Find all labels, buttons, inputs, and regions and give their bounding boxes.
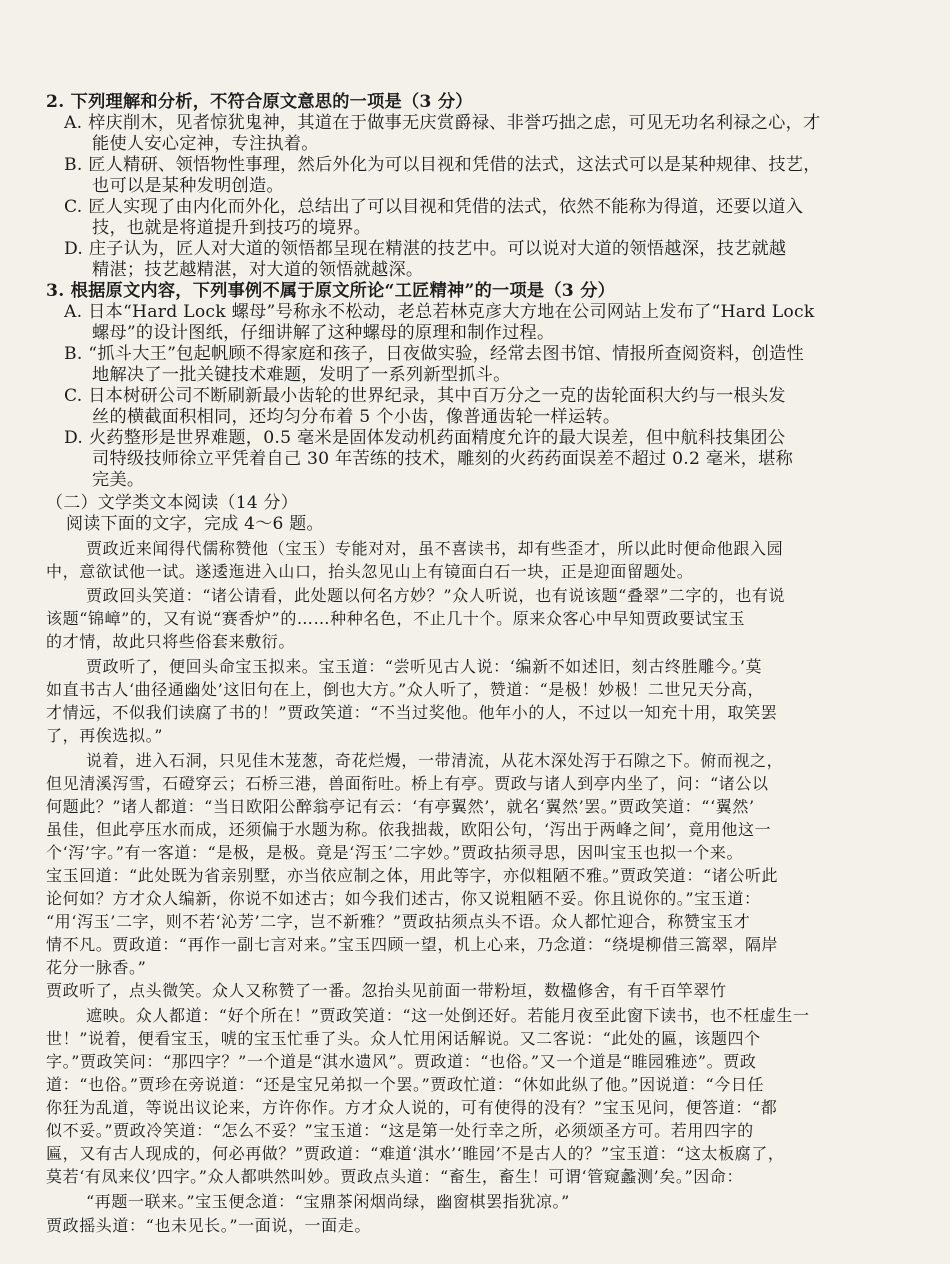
passage-line: 的才情，故此只将些俗套来敷衍。 — [46, 632, 296, 651]
passage-line: 花分一脉香。” — [46, 958, 147, 977]
q2-option-a-line2: 能使人安心定神，专注执着。 — [92, 134, 319, 154]
section-instruction: 阅读下面的文字，完成 4～6 题。 — [66, 514, 324, 534]
passage-line: 贾政听了，点头微笑。众人又称赞了一番。忽抬头见前面一带粉垣，数楹修舍，有千百竿翠竹 — [46, 981, 727, 1000]
section-heading: （二）文学类文本阅读（14 分） — [46, 493, 299, 513]
q3-option-d-line1: D. 火药整形是世界难题，0.5 毫米是固体发动机药面精度允许的最大误差，但中航科技集团公 — [64, 428, 786, 448]
passage-line: 论何如？方才众人编新，你说不如述古；如今我们述古，你又说粗陋不妥。你且说你的。”宝玉道： — [46, 889, 761, 908]
passage-line: 何题此？”诸人都道：“当日欧阳公醉翁亭记有云：‘有亭翼然’，就名‘翼然’罢。”贾政笑道：“‘翼然’ — [46, 797, 755, 816]
passage-line: 你狂为乱道，等说出议论来，方许你作。方才众人说的，可有使得的没有？”宝玉见问，便答道：“都 — [46, 1098, 778, 1117]
passage-line: 中，意欲试他一试。遂逶迤进入山口，抬头忽见山上有镜面白石一块，正是迎面留题处。 — [46, 562, 694, 581]
passage-line: 贾政回头笑道：“诸公请看，此处题以何名方妙？”众人听说，也有说该题“叠翠”二字的，也有说 — [86, 586, 786, 605]
q3-option-b-line2: 地解决了一批关键技术难题，发明了一系列新型抓斗。 — [92, 365, 511, 385]
passage-line: 情不凡。贾政道：“再作一副七言对来。”宝玉四顾一望，机上心来，乃念道：“绕堤柳借三篙翠，隔岸 — [46, 935, 779, 954]
passage-line: 遮映。众人都道：“好个所在！”贾政笑道：“这一处倒还好。若能月夜至此窗下读书，也不枉虚生一 — [86, 1006, 810, 1025]
passage-line: 说着，进入石洞，只见佳木茏葱，奇花烂熳，一带清流，从花木深处泻于石隙之下。俯而视之， — [86, 751, 784, 770]
q3-option-c-line1: C. 日本树研公司不断刷新最小齿轮的世界纪录，其中百万分之一克的齿轮面积大约与一根头发 — [64, 386, 786, 406]
passage-line: 贾政摇头道：“也未见长。”一面说，一面走。 — [46, 1216, 371, 1235]
q3-option-a-line1: A. 日本“Hard Lock 螺母”号称永不松动，老总若林克彦大方地在公司网站上发布了“Hard Lock — [64, 302, 815, 322]
passage-line: 虽佳，但此亭压水而成，还须偏于水题为称。依我拙裁，欧阳公句，‘泻出于两峰之间’，竟用他这一 — [46, 820, 772, 839]
passage-line: “再题一联来。”宝玉便念道：“宝鼎茶闲烟尚绿，幽窗棋罢指犹凉。” — [86, 1192, 570, 1211]
passage-line: 才情远，不似我们读腐了书的！”贾政笑道：“不当过奖他。他年小的人，不过以一知充十用，取笑罢 — [46, 703, 778, 722]
passage-line: 世！”说着，便看宝玉，唬的宝玉忙垂了头。众人忙用闲话解说。又二客说：“此处的匾，该题四个 — [46, 1029, 761, 1048]
passage-line: 字。”贾政笑问：“那四字？”一个道是“淇水遗风”。贾政道：“也俗。”又一个道是“睢园雅迹”。贾政 — [46, 1052, 757, 1071]
question-2-stem: 2. 下列理解和分析，不符合原文意思的一项是（3 分） — [46, 92, 473, 112]
passage-line: 个‘泻’字。”有一客道：“是极，是极。竟是‘泻玉’二字妙。”贾政拈须寻思，因叫宝玉也拟一个来。 — [46, 843, 744, 862]
q2-option-b-line2: 也可以是某种发明创造。 — [92, 176, 284, 196]
passage-line: 该题“锦嶂”的，又有说“赛香炉”的……种种名色，不止几十个。原来众客心中早知贾政要试宝玉 — [46, 609, 746, 628]
passage-line: 贾政听了，便回头命宝玉拟来。宝玉道：“尝听见古人说：‘编新不如述旧，刻古终胜雕今。’莫 — [86, 657, 763, 676]
q3-option-b-line1: B. “抓斗大王”包起帆顾不得家庭和孩子，日夜做实验，经常去图书馆、情报所查阅资料，创造性 — [64, 344, 804, 364]
q2-option-c-line1: C. 匠人实现了由内化而外化，总结出了可以目视和凭借的法式，依然不能称为得道，还要以道入 — [64, 197, 804, 217]
q3-option-a-line2: 螺母”的设计图纸，仔细讲解了这种螺母的原理和制作过程。 — [92, 323, 555, 343]
passage-line: 道：“也俗。”贾珍在旁说道：“还是宝兄弟拟一个罢。”贾政忙道：“休如此纵了他。”因说道：“今日任 — [46, 1075, 765, 1094]
q2-option-d-line1: D. 庄子认为，匠人对大道的领悟都呈现在精湛的技艺中。可以说对大道的领悟越深，技艺就越 — [64, 239, 787, 259]
q2-option-a-line1: A. 梓庆削木，见者惊犹鬼神，其道在于做事无庆赏爵禄、非誉巧拙之虑，可见无功名利禄之心，才 — [64, 113, 821, 133]
passage-line: 贾政近来闻得代儒称赞他（宝玉）专能对对，虽不喜读书，却有些歪才，所以此时便命他跟入园 — [86, 539, 784, 558]
q2-option-d-line2: 精湛；技艺越精湛，对大道的领悟就越深。 — [92, 260, 424, 280]
passage-line: “用‘泻玉’二字，则不若‘沁芳’二字，岂不新雅？”贾政拈须点头不语。众人都忙迎合，称赞宝玉才 — [46, 912, 751, 931]
passage-line: 似不妥。”贾政冷笑道：“怎么不妥？”宝玉道：“这是第一处行幸之所，必须颂圣方可。若用四字的 — [46, 1121, 754, 1140]
passage-line: 宝玉回道：“此处既为省亲别墅，亦当依应制之体，用此等字，亦似粗陋不雅。”贾政笑道：“诸公听此 — [46, 866, 779, 885]
q3-option-c-line2: 丝的横截面积相同，还均匀分布着 5 个小齿，像普通齿轮一样运转。 — [92, 407, 621, 427]
passage-line: 了，再俟选拟。” — [46, 726, 163, 745]
q3-option-d-line2: 司特级技师徐立平凭着自己 30 年苦练的技术，雕刻的火药药面误差不超过 0.2 毫米，堪称 — [92, 449, 794, 469]
passage-line: 莫若‘有凤来仪’四字。”众人都哄然叫妙。贾政点头道：“畜生，畜生！可谓‘管窥蠡测’矣。”因命： — [46, 1167, 744, 1186]
question-3-stem: 3. 根据原文内容，下列事例不属于原文所论“工匠精神”的一项是（3 分） — [46, 281, 616, 301]
q3-option-d-line3: 完美。 — [92, 470, 145, 490]
passage-line: 匾，又有古人现成的，何必再做？”贾政道：“难道‘淇水’‘睢园’不是古人的？”宝玉道：“这太板腐了， — [46, 1144, 785, 1163]
q2-option-c-line2: 技，也就是将道提升到技巧的境界。 — [92, 218, 372, 238]
passage-line: 如直书古人‘曲径通幽处’这旧句在上，倒也大方。”众人听了，赞道：“是极！妙极！二世兄天分高， — [46, 680, 765, 699]
passage-line: 但见清溪泻雪，石磴穿云；石桥三港，兽面衔吐。桥上有亭。贾政与诸人到亭内坐了，问：“诸公以 — [46, 774, 769, 793]
q2-option-b-line1: B. 匠人精研、领悟物性事理，然后外化为可以目视和凭借的法式，这法式可以是某种规律、技艺， — [64, 155, 821, 175]
